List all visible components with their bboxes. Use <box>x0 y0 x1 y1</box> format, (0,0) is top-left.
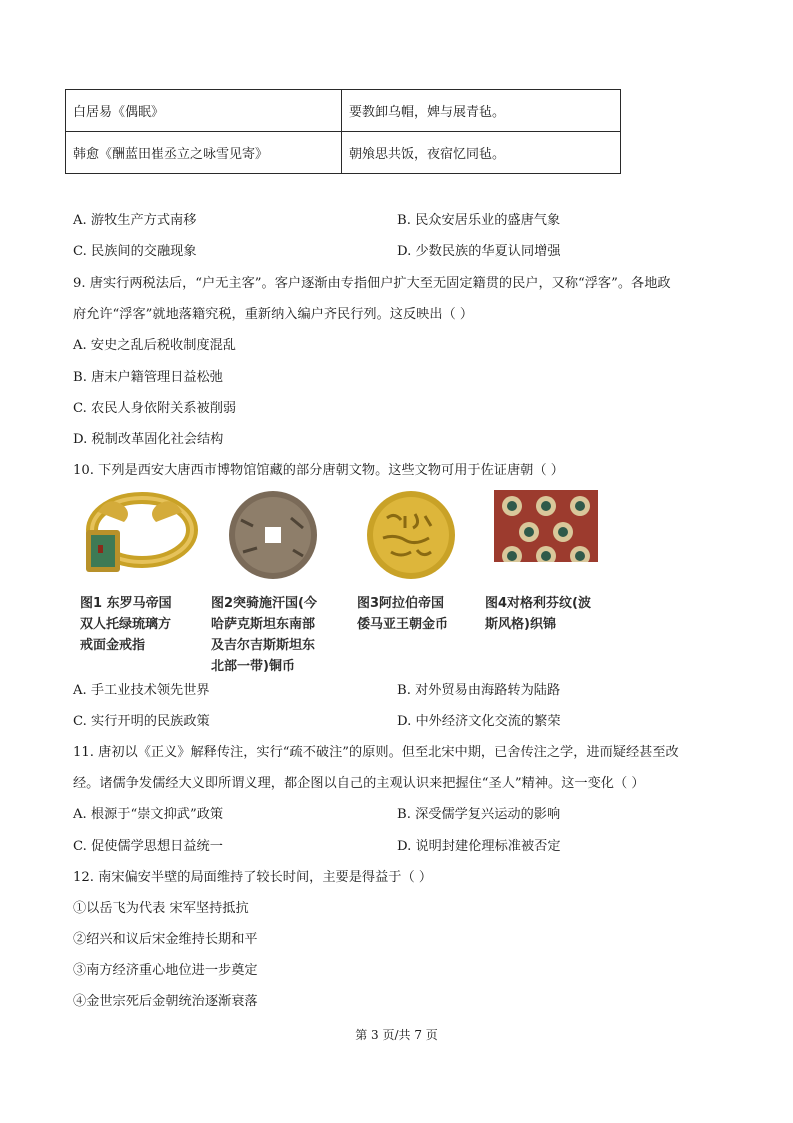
caption-line: 图1 东罗马帝国 <box>80 596 172 611</box>
page-footer: 第 3 页/共 7 页 <box>355 1028 438 1042</box>
caption-line: 哈萨克斯坦东南部 <box>211 617 316 632</box>
q11-option-d: D. 说明封建伦理标准被否定 <box>397 839 561 854</box>
q9-stem-line2: 府允许“浮客”就地落籍究税，重新纳入编户齐民行列。这反映出（ ） <box>73 307 474 322</box>
q12-item-3: ③南方经济重心地位进一步奠定 <box>73 963 258 978</box>
q10-option-c: C. 实行开明的民族政策 <box>73 714 210 729</box>
poem-line: 要教卸乌帽，婢与展青毡。 <box>342 90 621 132</box>
q11-stem-line2: 经。诸儒争发儒经大义即所谓义理，都企图以自己的主观认识来把握住“圣人”精神。这一变化（ ） <box>73 776 645 791</box>
q11-option-c: C. 促使儒学思想日益统一 <box>73 839 223 854</box>
figure-3-caption <box>357 593 448 635</box>
figure-4-caption <box>485 593 591 635</box>
q10-option-a: A. 手工业技术领先世界 <box>73 683 210 698</box>
caption-line: 图2突骑施汗国(今 <box>211 596 317 611</box>
q9-option-d: D. 税制改革固化社会结构 <box>73 432 224 447</box>
caption-line: 双人托绿琉璃方 <box>80 617 172 632</box>
figure-gold-coin <box>355 490 479 580</box>
caption-line: 北部一带)铜币 <box>211 659 295 674</box>
q12-item-1: ①以岳飞为代表 宋军坚持抵抗 <box>73 901 249 916</box>
q10-option-d: D. 中外经济文化交流的繁荣 <box>397 714 561 729</box>
q9-option-a: A. 安史之乱后税收制度混乱 <box>73 338 236 353</box>
poem-line: 朝飧思共饭，夜宿忆同毡。 <box>342 132 621 174</box>
poem-source: 白居易《偶眠》 <box>66 90 342 132</box>
q8-option-c: C. 民族间的交融现象 <box>73 244 197 259</box>
caption-line: 戒面金戒指 <box>80 638 146 653</box>
q12-item-4: ④金世宗死后金朝统治逐渐衰落 <box>73 994 258 1009</box>
figure-copper-coin <box>211 490 335 580</box>
figure-2-caption <box>211 593 317 677</box>
table-row <box>66 90 621 132</box>
q11-stem-line1: 11. 唐初以《正义》解释传注，实行“疏不破注”的原则。但至北宋中期，已舍传注之学，进而疑经甚至改 <box>73 745 679 760</box>
q9-option-b: B. 唐末户籍管理日益松弛 <box>73 370 223 385</box>
q8-option-a: A. 游牧生产方式南移 <box>73 213 197 228</box>
caption-line: 斯风格)织锦 <box>485 617 556 632</box>
figure-gold-ring <box>78 490 202 580</box>
caption-line: 倭马亚王朝金币 <box>357 617 449 632</box>
q11-option-a: A. 根源于“崇文抑武”政策 <box>73 807 224 822</box>
poem-table <box>65 89 621 174</box>
figure-1-caption <box>80 593 172 656</box>
caption-line: 及吉尔吉斯斯坦东 <box>211 638 316 653</box>
q9-option-c: C. 农民人身依附关系被削弱 <box>73 401 237 416</box>
q9-stem-line1: 9. 唐实行两税法后，“户无主客”。客户逐渐由专指佃户扩大至无固定籍贯的民户，又称“浮客”。各地政 <box>73 276 671 291</box>
poem-source: 韩愈《酬蓝田崔丞立之咏雪见寄》 <box>66 132 342 174</box>
caption-line: 图3阿拉伯帝国 <box>357 596 445 611</box>
figure-brocade <box>494 490 598 562</box>
q12-stem: 12. 南宋偏安半壁的局面维持了较长时间，主要是得益于（ ） <box>73 870 433 885</box>
q12-item-2: ②绍兴和议后宋金维持长期和平 <box>73 932 258 947</box>
caption-line: 图4对格利芬纹(波 <box>485 596 591 611</box>
q8-option-d: D. 少数民族的华夏认同增强 <box>397 244 561 259</box>
q8-option-b: B. 民众安居乐业的盛唐气象 <box>397 213 561 228</box>
q11-option-b: B. 深受儒学复兴运动的影响 <box>397 807 561 822</box>
q10-option-b: B. 对外贸易由海路转为陆路 <box>397 683 561 698</box>
q10-stem: 10. 下列是西安大唐西市博物馆馆藏的部分唐朝文物。这些文物可用于佐证唐朝（ ） <box>73 463 564 478</box>
table-row <box>66 132 621 174</box>
